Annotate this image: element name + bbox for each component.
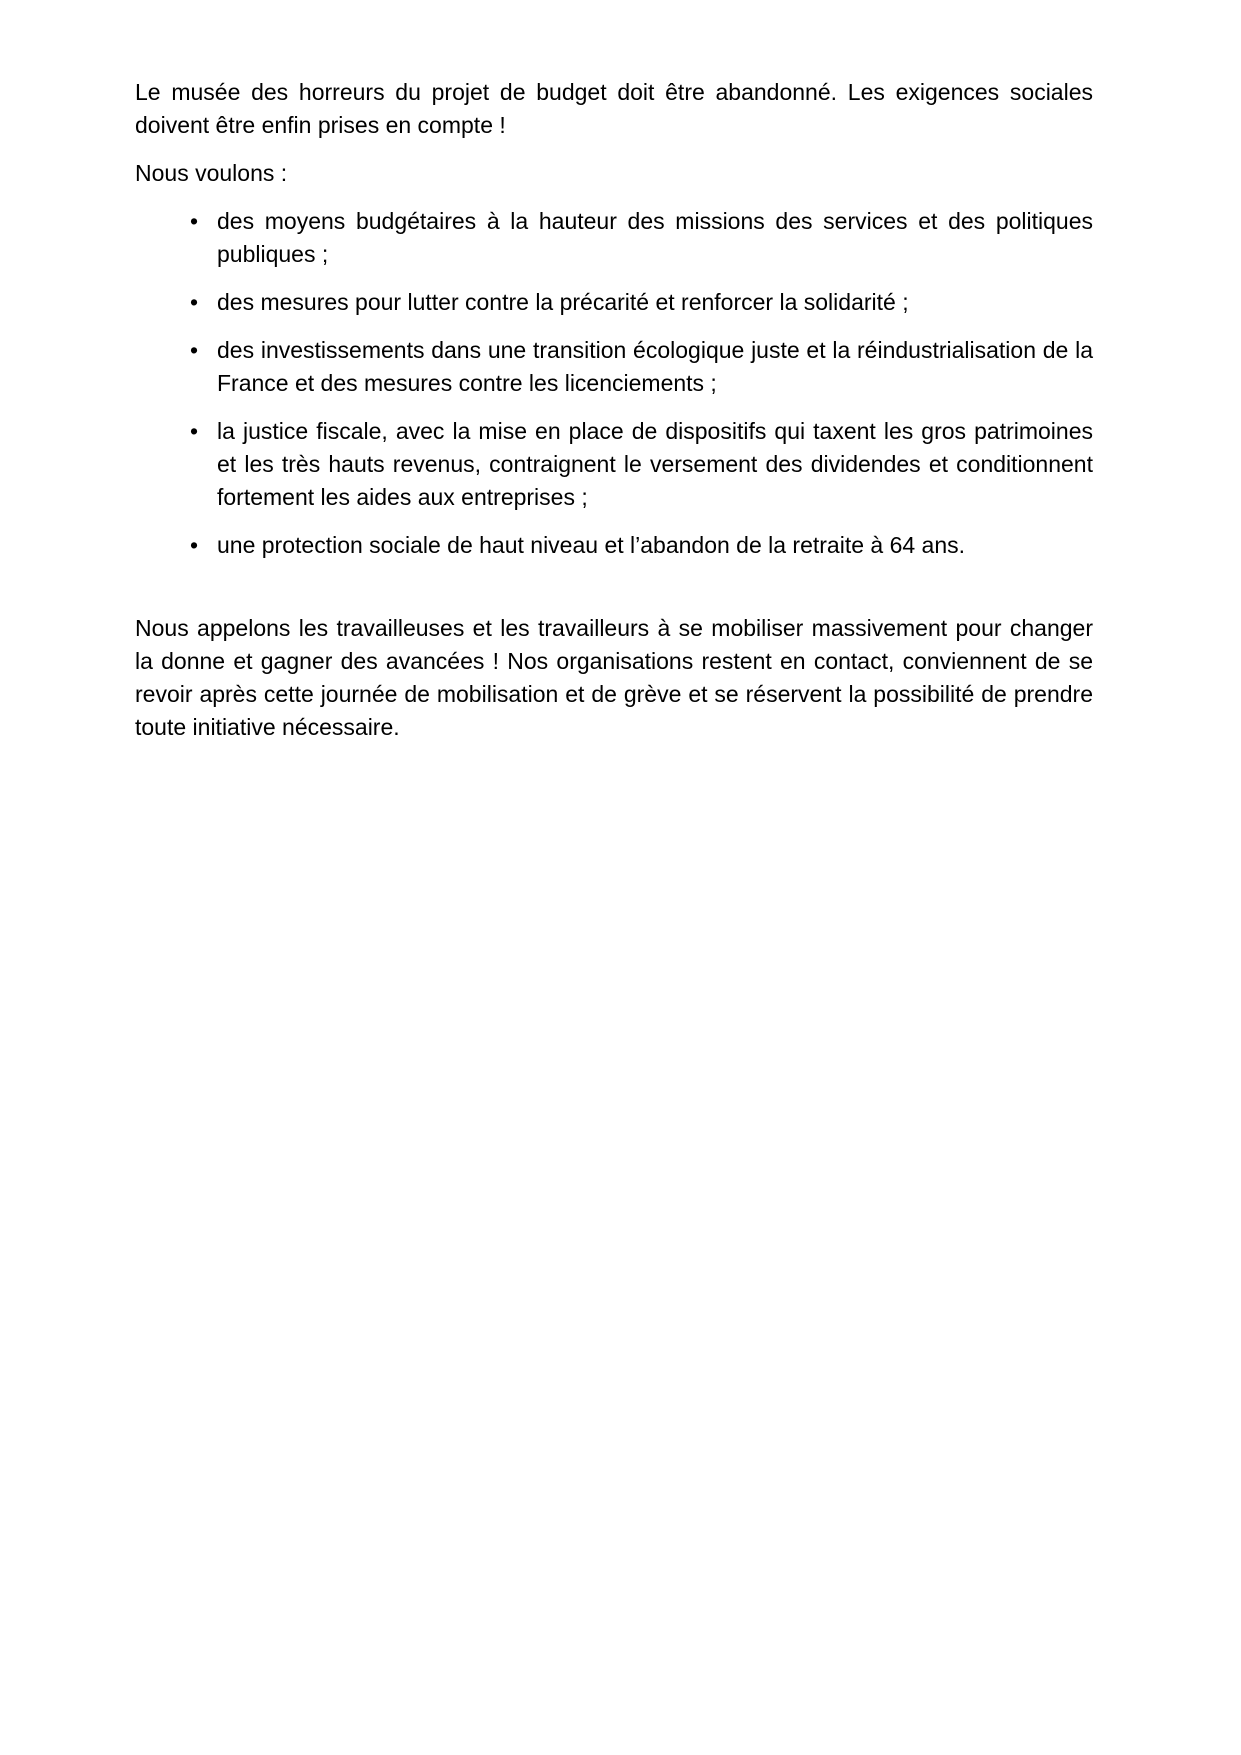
- bullet-item-text: des investissements dans une transition écologique juste et la réindustrialisation de la France et des mesures contre les licenciements ;: [217, 337, 1093, 396]
- bullet-icon: •: [190, 337, 199, 363]
- paragraph-lead-in: Nous voulons :: [135, 160, 288, 186]
- bullet-icon: •: [190, 289, 199, 315]
- paragraph-intro: Le musée des horreurs du projet de budget doit être abandonné. Les exigences sociales doivent être enfin prises en compte !: [135, 79, 1093, 138]
- bullet-item-text: des moyens budgétaires à la hauteur des missions des services et des politiques publiques ;: [217, 208, 1093, 267]
- bullet-item-text: une protection sociale de haut niveau et l’abandon de la retraite à 64 ans.: [217, 532, 966, 558]
- bullet-icon: •: [190, 532, 199, 558]
- bullet-icon: •: [190, 418, 199, 444]
- bullet-item: [135, 286, 1093, 319]
- bullet-item: [135, 205, 1093, 271]
- bullet-item: [135, 334, 1093, 400]
- paragraph-closing: Nous appelons les travailleuses et les travailleurs à se mobiliser massivement pour changer la donne et gagner des avancées ! Nos organisations restent en contact, conviennent de se revoir après cette journée de mobilisation et de grève et se réservent la possibilité de prendre toute initiative nécessaire.: [135, 615, 1093, 740]
- bullet-item-text: la justice fiscale, avec la mise en place de dispositifs qui taxent les gros patrimoines et les très hauts revenus, contraignent le versement des dividendes et conditionnent fortement les aides aux entreprises ;: [217, 418, 1093, 510]
- demands-bullet-list: [135, 205, 1093, 562]
- bullet-item: [135, 415, 1093, 514]
- bullet-item: [135, 529, 1093, 562]
- bullet-icon: •: [190, 208, 199, 234]
- bullet-item-text: des mesures pour lutter contre la précarité et renforcer la solidarité ;: [217, 289, 909, 315]
